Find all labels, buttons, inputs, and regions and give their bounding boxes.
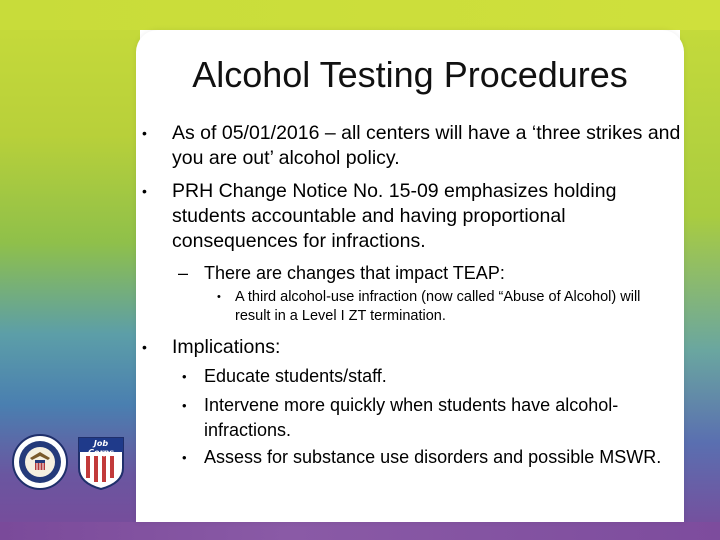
bullet-marker: •	[142, 339, 147, 355]
department-of-labor-seal-icon	[12, 434, 68, 490]
implications-label: Implications:	[172, 336, 281, 358]
bullet-marker: •	[142, 183, 147, 199]
sub-sub-bullet-text: A third alcohol-use infraction (now called “Abuse of Alcohol) will result in a Level I ZT termination.	[235, 289, 641, 324]
background-right-gradient	[680, 0, 720, 540]
implication-item	[182, 364, 684, 389]
job-corps-logo-text: Job Corps	[88, 439, 114, 457]
implication-text: Intervene more quickly when students have alcohol-infractions.	[204, 395, 619, 440]
background-top-band	[0, 0, 720, 30]
implication-marker: •	[182, 369, 187, 384]
job-corps-logo-icon	[76, 434, 126, 490]
bullet-marker: •	[142, 125, 147, 141]
implication-text: Educate students/staff.	[204, 366, 387, 386]
sub-bullet-item	[178, 261, 674, 285]
bullet-text: As of 05/01/2016 – all centers will have a ‘three strikes and you are out’ alcohol policy.	[172, 122, 681, 169]
sub-bullet-marker: –	[178, 263, 189, 283]
implications-bullet	[142, 335, 692, 360]
implication-marker: •	[182, 398, 187, 413]
implication-marker: •	[182, 450, 187, 465]
implication-item	[182, 445, 684, 470]
slide-title: Alcohol Testing Procedures	[192, 54, 628, 95]
implication-text: Assess for substance use disorders and possible MSWR.	[204, 447, 662, 467]
sub-bullet-text: There are changes that impact TEAP:	[204, 263, 505, 283]
bullet-text: PRH Change Notice No. 15-09 emphasizes holding students accountable and having proportional consequences for infractions.	[172, 180, 617, 252]
background-bottom-band	[0, 522, 720, 540]
bullet-item	[142, 121, 692, 171]
sub-sub-bullet-item	[217, 288, 675, 326]
bullet-item	[142, 179, 692, 254]
sub-sub-bullet-marker: •	[217, 291, 221, 303]
implication-item	[182, 393, 684, 443]
